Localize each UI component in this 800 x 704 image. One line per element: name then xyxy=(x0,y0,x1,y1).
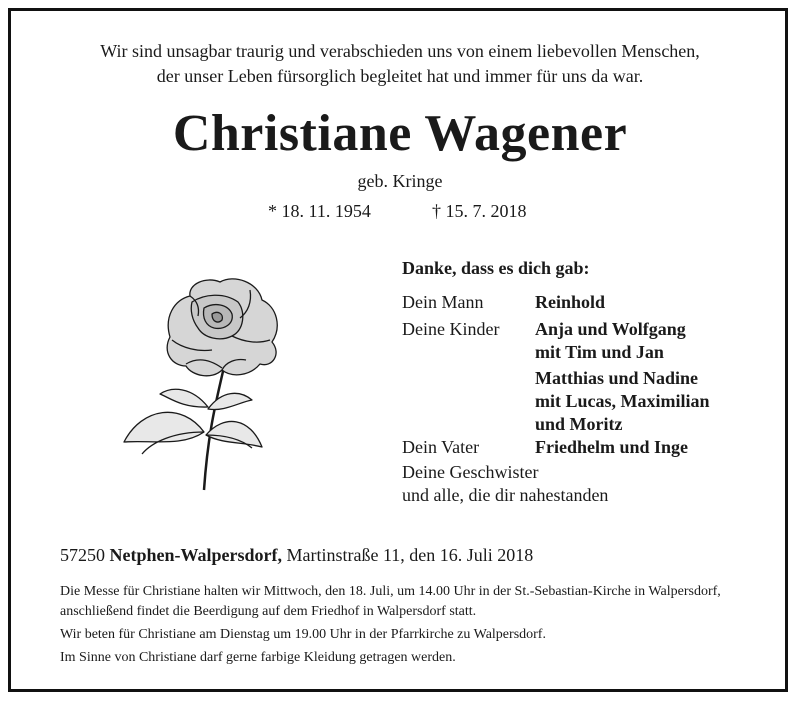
prayer-notice: Wir beten für Christiane am Dienstag um 19.00 Uhr in der Pfarrkirche zu Walpersdorf. xyxy=(60,627,546,642)
father-names: Friedhelm und Inge xyxy=(535,437,689,457)
death-date: † 15. 7. 2018 xyxy=(432,201,527,221)
children-line: Anja und Wolfgang xyxy=(535,319,686,339)
address-zip: 57250 xyxy=(60,545,105,565)
birth-date: * 18. 11. 1954 xyxy=(268,201,371,221)
children-names-1 xyxy=(535,318,686,364)
father-label: Dein Vater xyxy=(402,437,480,457)
deceased-name: Christiane Wagener xyxy=(172,105,628,162)
children-line: mit Lucas, Maximilian xyxy=(535,391,710,411)
siblings-label: Deine Geschwister xyxy=(402,462,539,482)
others-label: und alle, die dir nahestanden xyxy=(402,485,609,505)
children-label: Deine Kinder xyxy=(402,319,500,339)
intro-text xyxy=(0,39,800,89)
children-line: mit Tim und Jan xyxy=(535,342,664,362)
husband-label: Dein Mann xyxy=(402,292,484,312)
clothing-notice: Im Sinne von Christiane darf gerne farbige Kleidung getragen werden. xyxy=(60,650,456,665)
children-names-2 xyxy=(535,367,710,436)
address-line xyxy=(60,545,533,566)
thanks-heading: Danke, dass es dich gab: xyxy=(402,258,590,278)
intro-line-1: Wir sind unsagbar traurig und verabschieden uns von einem liebevollen Menschen, xyxy=(100,41,700,61)
birth-name: geb. Kringe xyxy=(357,171,443,191)
intro-line-2: der unser Leben fürsorglich begleitet hat und immer für uns da war. xyxy=(156,66,644,86)
address-rest: Martinstraße 11, den 16. Juli 2018 xyxy=(286,545,534,565)
address-town: Netphen-Walpersdorf, xyxy=(109,545,282,565)
rose-icon xyxy=(112,272,302,492)
mass-notice: Die Messe für Christiane halten wir Mittwoch, den 18. Juli, um 14.00 Uhr in der St.-Sebastian-Kirche in Walpersdorf, anschließend findet die Beerdigung auf dem Friedhof in Walpersdorf statt. xyxy=(60,584,721,619)
children-line: Matthias und Nadine xyxy=(535,368,699,388)
husband-name: Reinhold xyxy=(535,292,606,312)
children-line: und Moritz xyxy=(535,414,623,434)
